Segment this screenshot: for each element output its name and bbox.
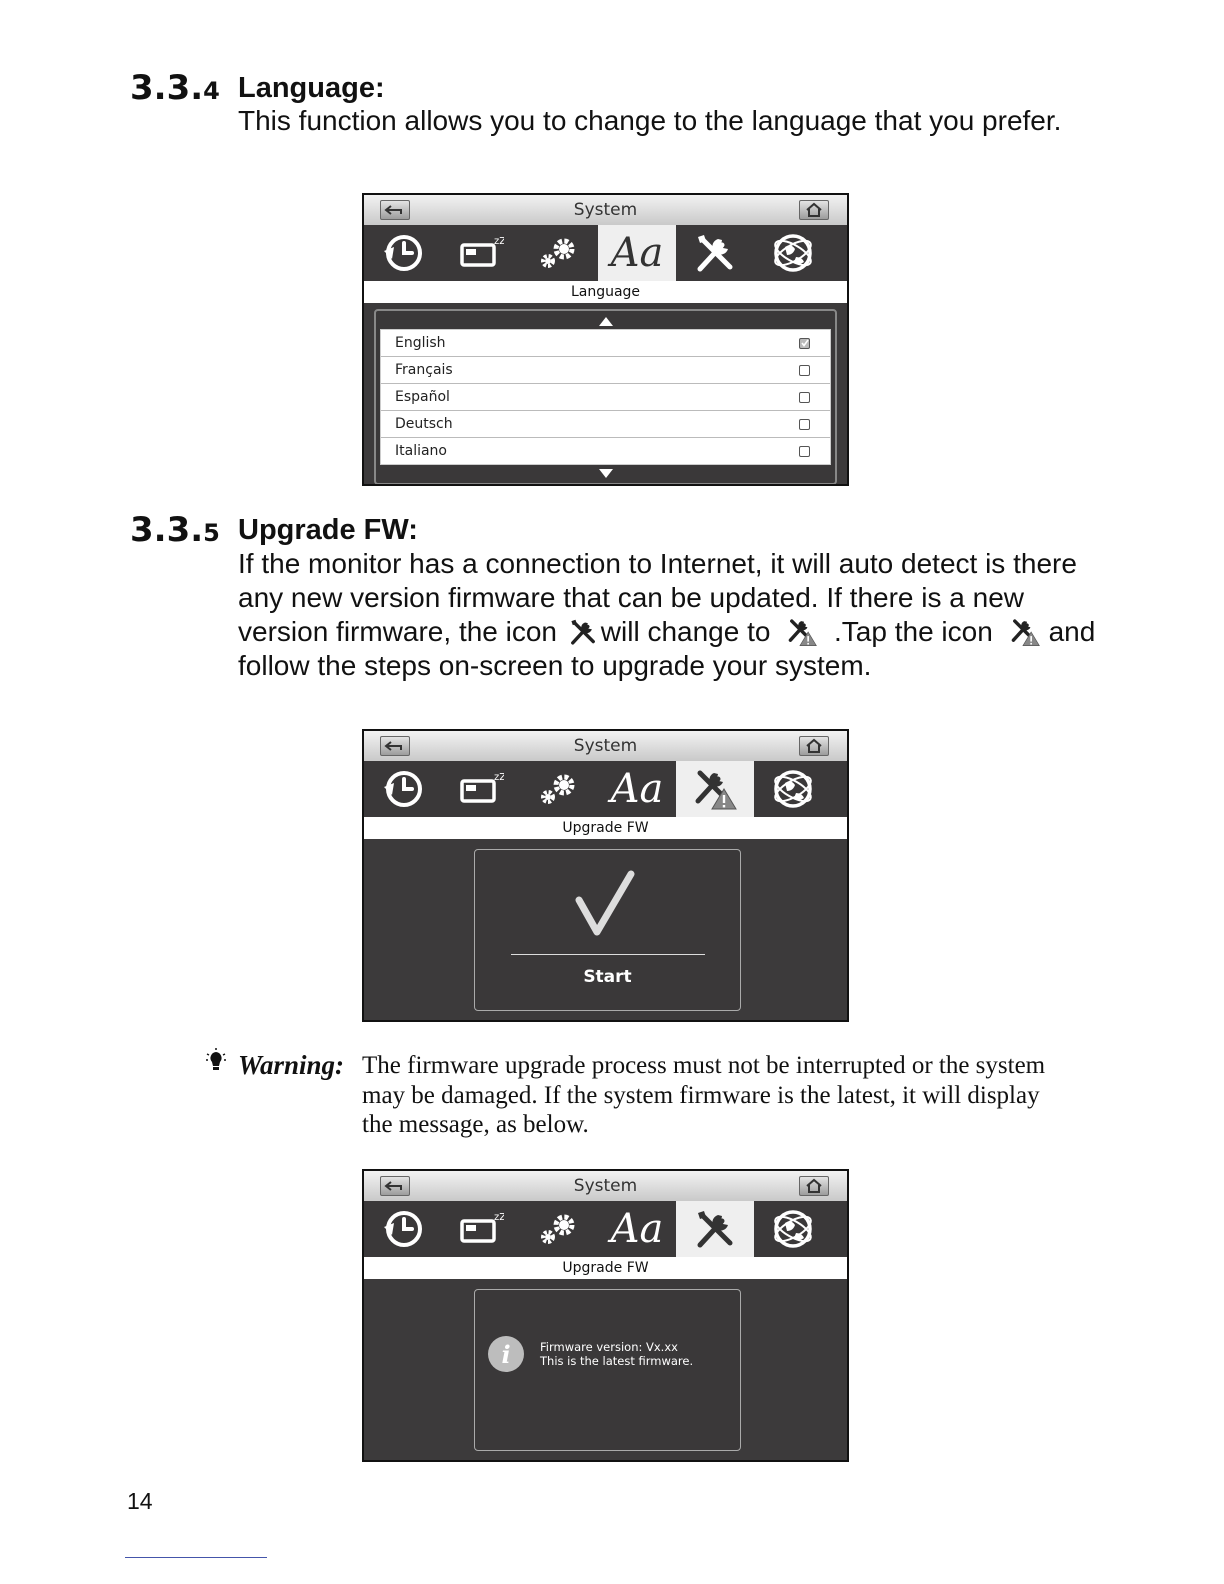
tools-warning-icon [778,617,826,647]
language-icon: Aa [610,1206,664,1252]
tab-globe[interactable] [754,761,832,817]
screen-title: System [573,1176,638,1196]
globe-icon [770,1207,816,1251]
checkmark-icon [475,850,740,955]
section-title-language: Language: [238,72,385,104]
tab-globe[interactable] [754,1201,832,1257]
tab-settings[interactable] [520,761,598,817]
arrow-down-icon [599,469,613,478]
tab-history[interactable] [364,761,442,817]
section-number-334: 3.3.4 [130,68,220,108]
tab-settings[interactable] [520,1201,598,1257]
language-screen [362,193,849,486]
warning-text: The firmware upgrade process must not be interrupted or the system may be damaged. If the system firmware is the latest, it will display the message, as below. [362,1052,1046,1138]
globe-icon [770,231,816,275]
tab-globe[interactable] [754,225,832,281]
titlebar [364,1171,847,1201]
globe-icon [770,767,816,811]
tab-upgrade-fw[interactable] [676,1201,754,1257]
sleep-screen-icon [458,1207,504,1251]
page-number: 14 [127,1488,153,1514]
footer-divider [125,1557,267,1558]
language-name: Español [395,389,450,405]
icon-tab-bar [364,761,847,817]
check-icon [801,339,809,347]
warning-label: Warning: [238,1050,345,1080]
language-name: Français [395,362,453,378]
tab-settings[interactable] [520,225,598,281]
language-name: English [395,335,446,351]
titlebar [364,195,847,225]
home-button[interactable] [799,736,829,756]
arrow-up-icon [599,317,613,326]
language-list-box [374,309,837,485]
checkbox-unchecked[interactable] [799,446,810,457]
latest-firmware-screen [362,1169,849,1462]
upgrade-screen [362,729,849,1022]
home-icon [800,201,828,219]
language-option[interactable] [381,384,830,411]
svg-text:i: i [501,1340,511,1369]
language-option[interactable] [381,438,830,464]
tab-sleep[interactable] [442,761,520,817]
language-list [380,329,831,465]
back-button[interactable] [380,1176,410,1196]
tab-language[interactable] [598,225,676,281]
screen-title: System [573,736,638,756]
sleep-screen-icon [458,231,504,275]
scroll-up-button[interactable] [380,313,831,329]
tab-upgrade-fw[interactable] [676,225,754,281]
tools-icon [565,617,601,647]
latest-firmware-dialog [474,1289,741,1451]
language-icon: Aa [610,766,664,812]
icon-tab-bar [364,225,847,281]
history-icon [380,767,426,811]
tab-sleep[interactable] [442,225,520,281]
sub-label: Upgrade FW [364,1257,847,1279]
sub-label: Language [364,281,847,303]
language-option[interactable] [381,411,830,438]
history-icon [380,1207,426,1251]
screen-title: System [573,200,638,220]
sleep-screen-icon [458,767,504,811]
tab-language[interactable] [598,761,676,817]
back-icon [381,1177,409,1195]
start-upgrade-dialog[interactable] [474,849,741,1011]
upgrade-description: If the monitor has a connection to Internet, it will auto detect is there any new version firmware that can be updated. If there is a new version firmware, the icon will change to .Tap the icon and follow the steps on-screen to upgrade your system. [238,548,1096,681]
icon-tab-bar [364,1201,847,1257]
tools-icon [692,1207,738,1251]
info-icon [487,1335,525,1373]
language-name: Deutsch [395,416,453,432]
tools-icon [692,231,738,275]
language-name: Italiano [395,443,447,459]
home-icon [800,737,828,755]
checkbox-unchecked[interactable] [799,365,810,376]
start-button[interactable]: Start [583,967,632,987]
sub-label: Upgrade FW [364,817,847,839]
section-title-upgrade-fw: Upgrade FW: [238,514,418,546]
back-icon [381,201,409,219]
tools-warning-icon [1001,617,1049,647]
lightbulb-icon [205,1048,227,1074]
home-button[interactable] [799,200,829,220]
home-icon [800,1177,828,1195]
checkbox-unchecked[interactable] [799,419,810,430]
settings-icon [536,1207,582,1251]
back-button[interactable] [380,200,410,220]
checkbox-unchecked[interactable] [799,392,810,403]
tab-sleep[interactable] [442,1201,520,1257]
language-description: This function allows you to change to the language that you prefer. [238,105,1062,136]
info-message: Firmware version: Vx.xx This is the latest firmware. [540,1340,694,1368]
back-icon [381,737,409,755]
home-button[interactable] [799,1176,829,1196]
section-number-335: 3.3.5 [130,510,220,550]
tab-history[interactable] [364,1201,442,1257]
settings-icon [536,767,582,811]
language-icon: Aa [610,230,664,276]
tab-upgrade-fw[interactable] [676,761,754,817]
titlebar [364,731,847,761]
checkbox-checked[interactable] [799,338,810,349]
tab-language[interactable] [598,1201,676,1257]
language-option[interactable] [381,330,830,357]
settings-icon [536,231,582,275]
tab-history[interactable] [364,225,442,281]
back-button[interactable] [380,736,410,756]
history-icon [380,231,426,275]
language-option[interactable] [381,357,830,384]
scroll-down-button[interactable] [380,465,831,481]
tools-warning-icon [692,767,738,811]
